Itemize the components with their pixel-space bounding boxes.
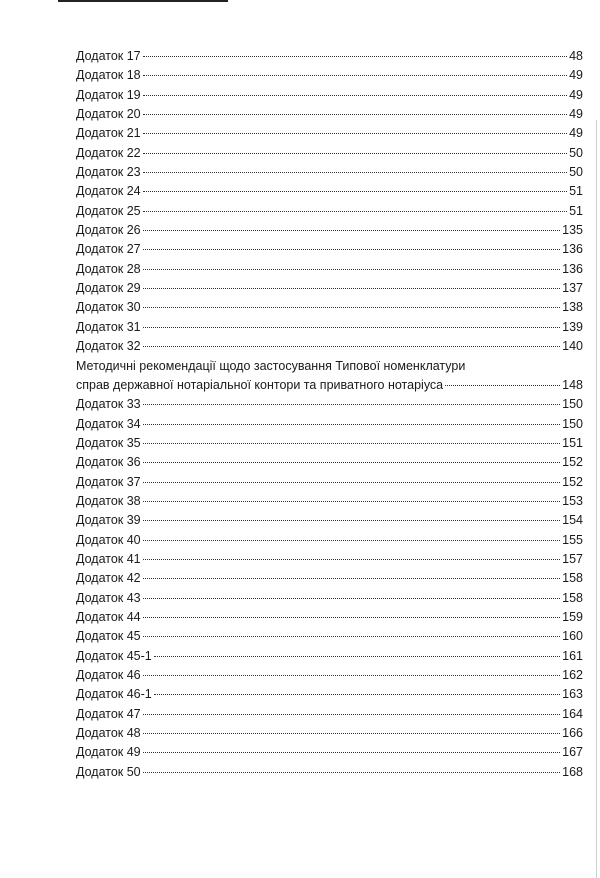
dot-leader	[143, 191, 567, 192]
dot-leader	[143, 75, 567, 76]
dot-leader	[143, 346, 561, 347]
dot-leader	[143, 752, 561, 753]
toc-entry	[76, 182, 583, 201]
toc-entry	[76, 647, 583, 666]
toc-entry	[76, 395, 583, 414]
toc-entry-label: Додаток 18	[76, 68, 141, 83]
dot-leader	[143, 424, 561, 425]
toc-entry-label: Додаток 45	[76, 629, 141, 644]
toc-entry-label: Додаток 47	[76, 706, 141, 721]
toc-entry	[76, 685, 583, 704]
toc-entry	[76, 550, 583, 569]
toc-entry	[76, 569, 583, 588]
dot-leader	[154, 656, 560, 657]
toc-entry-page-number: 49	[569, 68, 583, 83]
toc-entry-label: Додаток 26	[76, 223, 141, 238]
toc-entry-label: Додаток 23	[76, 165, 141, 180]
dot-leader	[143, 520, 561, 521]
dot-leader	[143, 153, 567, 154]
toc-entry-label: Додаток 42	[76, 571, 141, 586]
toc-entry-page-number: 150	[562, 416, 583, 431]
toc-entry-page-number: 150	[562, 397, 583, 412]
toc-entry	[76, 86, 583, 105]
toc-entry	[76, 666, 583, 685]
toc-entry-label: Додаток 49	[76, 745, 141, 760]
toc-entry-label: Додаток 33	[76, 397, 141, 412]
toc-entry	[76, 124, 583, 143]
toc-entry	[76, 415, 583, 434]
toc-entry-label: Додаток 22	[76, 145, 141, 160]
toc-entry	[76, 240, 583, 259]
toc-entry-page-number: 136	[562, 242, 583, 257]
toc-entry	[76, 434, 583, 453]
toc-entry-page-number: 152	[562, 455, 583, 470]
toc-entry-page-number: 158	[562, 571, 583, 586]
toc-entry	[76, 163, 583, 182]
toc-entry-page-number: 158	[562, 590, 583, 605]
toc-entry-page-number: 148	[562, 377, 583, 392]
toc-entry	[76, 279, 583, 298]
page-edge	[596, 120, 597, 878]
dot-leader	[143, 327, 561, 328]
toc-entry-page-number: 139	[562, 319, 583, 334]
toc-entry-page-number: 152	[562, 474, 583, 489]
toc-entry-label: Додаток 48	[76, 726, 141, 741]
toc-entry-label: Додаток 39	[76, 513, 141, 528]
toc-entry-page-number: 161	[562, 648, 583, 663]
toc-entry	[76, 608, 583, 627]
toc-entry-label: Додаток 44	[76, 609, 141, 624]
toc-entry-label: Методичні рекомендації щодо застосування Типової номенклатури	[76, 358, 466, 373]
toc-entry	[76, 298, 583, 317]
toc-entry	[76, 705, 583, 724]
table-of-contents	[76, 47, 583, 782]
dot-leader	[143, 733, 561, 734]
toc-entry	[76, 105, 583, 124]
toc-entry	[76, 589, 583, 608]
toc-entry-page-number: 48	[569, 49, 583, 63]
toc-entry-page-number: 157	[562, 551, 583, 566]
dot-leader	[143, 56, 567, 57]
dot-leader	[143, 636, 561, 637]
toc-entry-page-number: 50	[569, 145, 583, 160]
toc-entry-page-number: 49	[569, 107, 583, 122]
dot-leader	[143, 559, 561, 560]
toc-entry-page-number: 163	[562, 687, 583, 702]
dot-leader	[143, 772, 561, 773]
toc-entry-page-number: 155	[562, 532, 583, 547]
toc-entry-label: Додаток 31	[76, 319, 141, 334]
toc-entry-label: Додаток 46-1	[76, 687, 152, 702]
toc-entry-label: Додаток 34	[76, 416, 141, 431]
dot-leader	[143, 95, 567, 96]
dot-leader	[143, 211, 567, 212]
toc-entry	[76, 202, 583, 221]
toc-entry	[76, 743, 583, 762]
toc-entry-label: Додаток 40	[76, 532, 141, 547]
toc-entry	[76, 492, 583, 511]
toc-entry	[76, 47, 583, 66]
toc-entry-label: Додаток 46	[76, 668, 141, 682]
toc-entry-label: Додаток 25	[76, 203, 141, 218]
toc-entry-page-number: 168	[562, 764, 583, 779]
toc-entry-label: Додаток 43	[76, 590, 141, 605]
toc-entry	[76, 337, 583, 356]
toc-entry-page-number: 135	[562, 223, 583, 238]
dot-leader	[143, 482, 561, 483]
dot-leader	[143, 288, 561, 289]
toc-entry-label: Додаток 36	[76, 455, 141, 470]
dot-leader	[445, 385, 560, 386]
toc-entry-page-number: 166	[562, 726, 583, 741]
toc-entry-page-number: 167	[562, 745, 583, 760]
toc-entry-label: Додаток 20	[76, 107, 141, 122]
toc-entry-label: справ державної нотаріальної контори та приватного нотаріуса	[76, 377, 444, 392]
dot-leader	[143, 249, 561, 250]
dot-leader	[143, 675, 561, 676]
toc-entry-label: Додаток 38	[76, 493, 141, 508]
toc-entry-page-number: 154	[562, 513, 583, 528]
top-rule	[58, 0, 228, 2]
toc-entry	[76, 357, 583, 376]
toc-entry-label: Додаток 30	[76, 300, 141, 315]
toc-entry-label: Додаток 37	[76, 474, 141, 489]
toc-entry-page-number: 49	[569, 87, 583, 102]
toc-entry-label: Додаток 41	[76, 551, 141, 566]
toc-entry-page-number: 164	[562, 706, 583, 721]
toc-entry-label: Додаток 50	[76, 764, 141, 779]
dot-leader	[143, 462, 561, 463]
dot-leader	[143, 114, 567, 115]
toc-entry	[76, 627, 583, 646]
toc-entry-label: Додаток 17	[76, 49, 141, 63]
toc-entry-page-number: 153	[562, 493, 583, 508]
toc-entry	[76, 763, 583, 782]
toc-entry-page-number: 50	[569, 165, 583, 180]
toc-entry-label: Додаток 35	[76, 435, 141, 450]
toc-entry-label: Додаток 19	[76, 87, 141, 102]
toc-entry-page-number: 162	[562, 668, 583, 682]
dot-leader	[143, 578, 561, 579]
toc-entry-page-number: 151	[562, 435, 583, 450]
toc-entry-page-number: 138	[562, 300, 583, 315]
toc-entry	[76, 376, 583, 395]
toc-entry	[76, 473, 583, 492]
toc-entry	[76, 318, 583, 337]
dot-leader	[143, 540, 561, 541]
toc-entry	[76, 221, 583, 240]
dot-leader	[154, 694, 560, 695]
toc-entry	[76, 260, 583, 279]
toc-entry-label: Додаток 29	[76, 281, 141, 296]
dot-leader	[143, 172, 567, 173]
dot-leader	[143, 714, 561, 715]
dot-leader	[143, 598, 561, 599]
toc-entry	[76, 66, 583, 85]
toc-entry-label: Додаток 24	[76, 184, 141, 199]
dot-leader	[143, 133, 567, 134]
toc-entry	[76, 511, 583, 530]
toc-entry-page-number: 159	[562, 609, 583, 624]
toc-entry	[76, 724, 583, 743]
toc-entry-page-number: 51	[569, 203, 583, 218]
toc-entry	[76, 531, 583, 550]
toc-entry	[76, 144, 583, 163]
dot-leader	[143, 307, 561, 308]
toc-entry-page-number: 160	[562, 629, 583, 644]
toc-entry-page-number: 137	[562, 281, 583, 296]
toc-entry-label: Додаток 21	[76, 126, 141, 141]
toc-entry-label: Додаток 27	[76, 242, 141, 257]
dot-leader	[143, 501, 561, 502]
toc-entry	[76, 453, 583, 472]
dot-leader	[143, 230, 561, 231]
dot-leader	[143, 443, 561, 444]
toc-entry-label: Додаток 45-1	[76, 648, 152, 663]
toc-entry-label: Додаток 28	[76, 261, 141, 276]
dot-leader	[143, 404, 561, 405]
toc-entry-page-number: 136	[562, 261, 583, 276]
dot-leader	[143, 617, 561, 618]
toc-entry-page-number: 49	[569, 126, 583, 141]
toc-entry-label: Додаток 32	[76, 339, 141, 354]
toc-entry-page-number: 51	[569, 184, 583, 199]
dot-leader	[143, 269, 561, 270]
toc-entry-page-number: 140	[562, 339, 583, 354]
